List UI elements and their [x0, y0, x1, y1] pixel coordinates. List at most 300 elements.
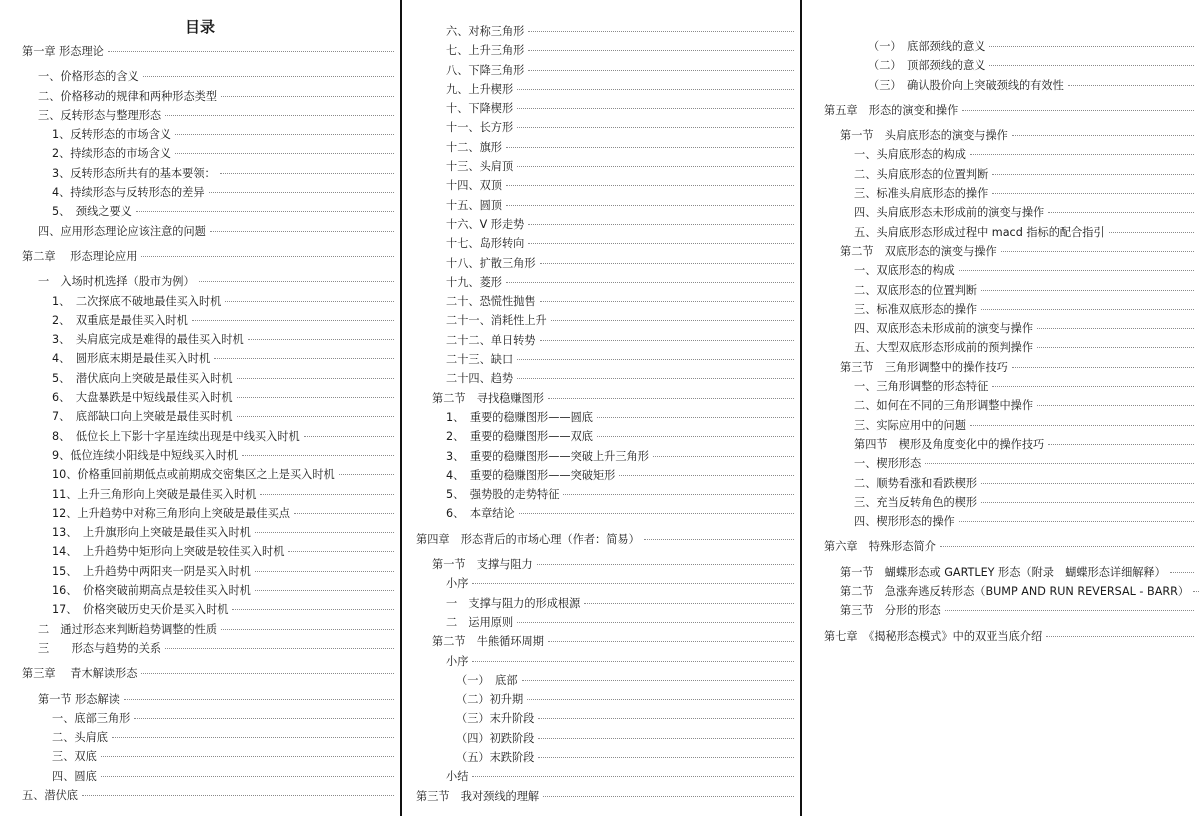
- dot-leader: [237, 378, 394, 379]
- toc-entry[interactable]: [402, 709, 800, 728]
- toc-entry-label: 五、大型双底形态形成前的预判操作: [854, 341, 1034, 355]
- dot-leader: [1048, 212, 1194, 213]
- toc-entry-label: 4、持续形态与反转形态的差异: [52, 186, 205, 200]
- toc-entry[interactable]: [402, 389, 800, 408]
- toc-entry-label: 二、头肩底形态的位置判断: [854, 167, 989, 181]
- toc-entry-label: 一、头肩底形态的构成: [854, 148, 966, 162]
- toc-entry[interactable]: [402, 652, 800, 671]
- toc-column-3: [802, 0, 1200, 816]
- dot-leader: [992, 174, 1194, 175]
- toc-entry[interactable]: [0, 272, 400, 291]
- toc-entry[interactable]: [0, 446, 400, 465]
- toc-entry[interactable]: [402, 118, 800, 137]
- toc-entry[interactable]: [402, 254, 800, 273]
- toc-entry-label: （一） 底部: [456, 673, 518, 687]
- toc-entry[interactable]: [402, 690, 800, 709]
- toc-entry-label: 第二节 双底形态的演变与操作: [840, 244, 997, 258]
- toc-entry[interactable]: [402, 427, 800, 446]
- toc-entry-label: 5、 潜伏底向上突破是最佳买入时机: [52, 371, 233, 385]
- toc-entry-label: 二、顺势看涨和看跌楔形: [854, 476, 978, 490]
- toc-entry-label: 一 入场时机选择（股市为例）: [38, 275, 195, 289]
- dot-leader: [519, 513, 794, 514]
- toc-entry[interactable]: [802, 493, 1200, 512]
- dot-leader: [584, 603, 794, 604]
- toc-entry[interactable]: [402, 41, 800, 60]
- toc-entry[interactable]: [402, 22, 800, 41]
- toc-entry-label: 7、 底部缺口向上突破是最佳买时机: [52, 410, 233, 424]
- toc-entry[interactable]: [402, 555, 800, 574]
- dot-leader: [248, 339, 394, 340]
- toc-entry[interactable]: [0, 581, 400, 600]
- dot-leader: [537, 564, 794, 565]
- toc-entry-label: 3、 头肩底完成是难得的最佳买入时机: [52, 333, 244, 347]
- toc-entry[interactable]: [0, 639, 400, 658]
- toc-entry[interactable]: [802, 627, 1200, 646]
- toc-entry-label: 16、 价格突破前期高点是较佳买入时机: [52, 584, 251, 598]
- toc-entry-label: 二十四、趋势: [446, 372, 514, 386]
- toc-entry[interactable]: [402, 138, 800, 157]
- dot-leader: [255, 571, 394, 572]
- toc-entry-label: 五、头肩底形态形成过程中 macd 指标的配合指引: [854, 225, 1105, 239]
- dot-leader: [981, 483, 1194, 484]
- dot-leader: [141, 673, 394, 674]
- dot-leader: [517, 378, 794, 379]
- toc-entry[interactable]: [802, 563, 1200, 582]
- toc-entry-label: 二十二、单日转势: [446, 333, 536, 347]
- toc-entry-label: 二、双底形态的位置判断: [854, 283, 978, 297]
- toc-entry[interactable]: [402, 331, 800, 350]
- toc-entry-label: 十九、菱形: [446, 275, 502, 289]
- toc-entry[interactable]: [0, 407, 400, 426]
- dot-leader: [992, 386, 1194, 387]
- toc-entry[interactable]: [402, 767, 800, 786]
- dot-leader: [527, 699, 794, 700]
- toc-entry-label: 4、 圆形底末期是最佳买入时机: [52, 352, 211, 366]
- toc-entry[interactable]: [0, 504, 400, 523]
- dot-leader: [940, 546, 1194, 547]
- toc-entry[interactable]: [0, 427, 400, 446]
- toc-entry[interactable]: [0, 164, 400, 183]
- dot-leader: [538, 718, 794, 719]
- toc-entry-label: 五、潜伏底: [22, 788, 78, 802]
- toc-entry-label: 小序: [446, 654, 469, 668]
- dot-leader: [538, 738, 794, 739]
- toc-entry[interactable]: [802, 454, 1200, 473]
- toc-entry-label: 六、对称三角形: [446, 25, 525, 38]
- toc-entry[interactable]: [402, 447, 800, 466]
- toc-entry-label: 第四节 楔形及角度变化中的操作技巧: [854, 437, 1045, 451]
- dot-leader: [242, 455, 394, 456]
- toc-entry-label: （二） 顶部颈线的意义: [868, 59, 986, 73]
- toc-entry-label: 三、标准头肩底形态的操作: [854, 187, 989, 201]
- dot-leader: [220, 173, 394, 174]
- toc-entry[interactable]: [0, 202, 400, 221]
- dot-leader: [992, 193, 1194, 194]
- toc-entry[interactable]: [802, 338, 1200, 357]
- toc-entry-label: 十、下降楔形: [446, 102, 514, 116]
- toc-entry-label: 1、 重要的稳赚图形——圆底: [446, 410, 593, 424]
- toc-entry[interactable]: [402, 671, 800, 690]
- toc-entry[interactable]: [802, 377, 1200, 396]
- dot-leader: [538, 757, 794, 758]
- toc-entry-label: 三、标准双底形态的操作: [854, 302, 978, 316]
- toc-entry[interactable]: [0, 87, 400, 106]
- toc-entry[interactable]: [402, 369, 800, 388]
- toc-entry[interactable]: [402, 196, 800, 215]
- dot-leader: [517, 359, 794, 360]
- toc-entry[interactable]: [402, 408, 800, 427]
- dot-leader: [597, 436, 794, 437]
- toc-entry[interactable]: [402, 787, 800, 806]
- dot-leader: [506, 185, 794, 186]
- dot-leader: [82, 795, 394, 796]
- toc-entry[interactable]: [802, 223, 1200, 242]
- toc-entry[interactable]: [0, 542, 400, 561]
- toc-entry-label: 2、 双重底是最佳买入时机: [52, 313, 188, 327]
- toc-entry[interactable]: [0, 747, 400, 766]
- toc-entry-label: 十六、V 形走势: [446, 217, 525, 231]
- dot-leader: [237, 416, 394, 417]
- toc-entry-label: 12、上升趋势中对称三角形向上突破是最佳买点: [52, 506, 290, 520]
- toc-entry-label: 4、 重要的稳赚图形——突破矩形: [446, 468, 616, 482]
- toc-entry-label: 第二节 急涨奔逃反转形态（BUMP AND RUN REVERSAL - BARR）: [840, 585, 1190, 599]
- toc-entry[interactable]: [0, 183, 400, 202]
- dot-leader: [517, 108, 794, 109]
- toc-entry[interactable]: [0, 369, 400, 388]
- toc-entry[interactable]: [402, 466, 800, 485]
- toc-entry[interactable]: [0, 690, 400, 709]
- toc-entry-label: 第四章 形态背后的市场心理（作者：简易）: [416, 532, 640, 546]
- dot-leader: [981, 290, 1194, 291]
- toc-entry-label: 3、 重要的稳赚图形——突破上升三角形: [446, 449, 649, 463]
- toc-entry-label: 10、价格重回前期低点或前期成交密集区之上是买入时机: [52, 468, 335, 482]
- toc-entry-label: 四、头肩底形态未形成前的演变与操作: [854, 206, 1045, 220]
- toc-entry-label: 第二节 寻找稳赚图形: [432, 391, 544, 405]
- dot-leader: [101, 776, 394, 777]
- toc-entry[interactable]: [402, 61, 800, 80]
- toc-entry-label: 15、 上升趋势中两阳夹一阴是买入时机: [52, 564, 251, 578]
- dot-leader: [134, 718, 394, 719]
- toc-entry-label: 2、持续形态的市场含义: [52, 147, 171, 161]
- toc-entry-label: 第六章 特殊形态简介: [824, 540, 936, 554]
- toc-entry-label: 一、底部三角形: [52, 711, 131, 725]
- dot-leader: [221, 629, 394, 630]
- toc-entry[interactable]: [0, 600, 400, 619]
- toc-entry[interactable]: [0, 42, 400, 61]
- dot-leader: [543, 796, 794, 797]
- toc-entry-label: 八、下降三角形: [446, 63, 525, 77]
- toc-entry[interactable]: [0, 620, 400, 639]
- dot-leader: [1012, 135, 1194, 136]
- toc-entry-label: 十三、头肩顶: [446, 160, 514, 174]
- dot-leader: [945, 610, 1194, 611]
- toc-entry[interactable]: [402, 748, 800, 767]
- toc-entry[interactable]: [802, 537, 1200, 556]
- dot-leader: [517, 89, 794, 90]
- dot-leader: [540, 340, 794, 341]
- dot-leader: [959, 521, 1194, 522]
- toc-entry-label: 四、圆底: [52, 769, 97, 783]
- toc-entry[interactable]: [0, 144, 400, 163]
- dot-leader: [472, 776, 794, 777]
- toc-entry[interactable]: [0, 247, 400, 266]
- toc-entry-label: 2、 重要的稳赚图形——双底: [446, 430, 593, 444]
- toc-entry[interactable]: [402, 530, 800, 549]
- dot-leader: [517, 622, 794, 623]
- toc-entry[interactable]: [0, 222, 400, 241]
- dot-leader: [339, 474, 394, 475]
- toc-entry[interactable]: [802, 582, 1200, 601]
- toc-entry[interactable]: [0, 106, 400, 125]
- toc-entry[interactable]: [802, 56, 1200, 75]
- toc-entry[interactable]: [402, 157, 800, 176]
- dot-leader: [989, 65, 1194, 66]
- toc-entry[interactable]: [402, 292, 800, 311]
- page-title: 目录: [184, 18, 215, 36]
- toc-entry-label: 5、 强势股的走势特征: [446, 488, 560, 502]
- toc-entry-label: 17、 价格突破历史天价是买入时机: [52, 603, 229, 617]
- toc-entry[interactable]: [402, 594, 800, 613]
- dot-leader: [136, 211, 394, 212]
- toc-entry[interactable]: [402, 215, 800, 234]
- toc-entry-label: 6、 大盘暴跌是中短线最佳买入时机: [52, 391, 233, 405]
- toc-entry-label: 十二、旗形: [446, 140, 502, 154]
- dot-leader: [548, 398, 794, 399]
- toc-entry[interactable]: [0, 388, 400, 407]
- dot-leader: [1193, 591, 1200, 592]
- toc-entry[interactable]: [0, 311, 400, 330]
- dot-leader: [981, 309, 1194, 310]
- toc-entry[interactable]: [402, 273, 800, 292]
- dot-leader: [517, 127, 794, 128]
- dot-leader: [962, 110, 1194, 111]
- dot-leader: [597, 417, 794, 418]
- toc-entry-label: 11、上升三角形向上突破是最佳买入时机: [52, 487, 257, 501]
- toc-entry[interactable]: [0, 485, 400, 504]
- toc-entry[interactable]: [402, 574, 800, 593]
- dot-leader: [528, 70, 794, 71]
- toc-entry-label: 第一章 形态理论: [22, 45, 104, 58]
- dot-leader: [288, 551, 394, 552]
- toc-entry[interactable]: [0, 786, 400, 805]
- dot-leader: [548, 641, 794, 642]
- dot-leader: [1001, 251, 1194, 252]
- toc-entry-label: 第一节 形态解读: [38, 692, 120, 706]
- dot-leader: [255, 532, 394, 533]
- dot-leader: [1109, 232, 1194, 233]
- dot-leader: [175, 134, 394, 135]
- dot-leader: [175, 153, 394, 154]
- dot-leader: [237, 397, 394, 398]
- toc-entry[interactable]: [802, 126, 1200, 145]
- toc-entry[interactable]: [0, 767, 400, 786]
- dot-leader: [1068, 85, 1194, 86]
- toc-entry[interactable]: [402, 485, 800, 504]
- toc-entry-label: 四、应用形态理论应该注意的问题: [38, 224, 206, 238]
- toc-entry[interactable]: [0, 292, 400, 311]
- toc-entry[interactable]: [802, 37, 1200, 56]
- dot-leader: [108, 51, 394, 52]
- dot-leader: [517, 166, 794, 167]
- toc-entry[interactable]: [802, 184, 1200, 203]
- toc-entry-label: 第二章 形态理论应用: [22, 249, 138, 263]
- toc-entry-label: 第三节 我对颈线的理解: [416, 789, 540, 803]
- toc-entry[interactable]: [402, 504, 800, 523]
- toc-entry[interactable]: [402, 176, 800, 195]
- toc-entry-label: 1、反转形态的市场含义: [52, 128, 171, 142]
- toc-entry-label: 三、反转形态与整理形态: [38, 108, 162, 122]
- toc-entry-label: （三） 确认股价向上突破颈线的有效性: [868, 78, 1064, 92]
- toc-entry[interactable]: [0, 67, 400, 86]
- toc-entry-label: 第三节 三角形调整中的操作技巧: [840, 360, 1008, 374]
- toc-entry-label: （四）初跌阶段: [456, 731, 535, 745]
- toc-entry-label: 第一节 头肩底形态的演变与操作: [840, 129, 1008, 143]
- toc-entry-label: 一 支撑与阻力的形成根源: [446, 596, 581, 610]
- toc-entry[interactable]: [0, 465, 400, 484]
- toc-entry[interactable]: [802, 474, 1200, 493]
- toc-entry[interactable]: [802, 358, 1200, 377]
- toc-entry[interactable]: [802, 396, 1200, 415]
- toc-entry[interactable]: [0, 125, 400, 144]
- dot-leader: [1048, 444, 1194, 445]
- dot-leader: [255, 590, 394, 591]
- toc-entry[interactable]: [402, 80, 800, 99]
- toc-entry[interactable]: [802, 242, 1200, 261]
- dot-leader: [1037, 405, 1194, 406]
- toc-entry-label: 一、三角形调整的形态特征: [854, 380, 989, 394]
- toc-entry[interactable]: [0, 728, 400, 747]
- dot-leader: [551, 320, 794, 321]
- toc-entry-label: 二 运用原则: [446, 615, 514, 629]
- toc-entry[interactable]: [802, 601, 1200, 620]
- toc-entry[interactable]: [402, 234, 800, 253]
- toc-entry[interactable]: [802, 101, 1200, 120]
- toc-entry-label: 第二节 牛熊循环周期: [432, 635, 544, 649]
- toc-entry[interactable]: [802, 300, 1200, 319]
- toc-entry-label: 第一节 支撑与阻力: [432, 558, 533, 572]
- dot-leader: [506, 147, 794, 148]
- dot-leader: [1170, 572, 1194, 573]
- toc-entry-label: 14、 上升趋势中矩形向上突破是较佳买入时机: [52, 545, 285, 559]
- toc-entry[interactable]: [802, 281, 1200, 300]
- toc-entry[interactable]: [802, 261, 1200, 280]
- toc-entry-label: 三 形态与趋势的关系: [38, 641, 162, 655]
- toc-entry-label: 十五、圆顶: [446, 198, 502, 212]
- toc-entry-label: 小序: [446, 577, 469, 591]
- dot-leader: [101, 756, 394, 757]
- toc-entry[interactable]: [802, 435, 1200, 454]
- toc-entry[interactable]: [802, 416, 1200, 435]
- dot-leader: [472, 661, 794, 662]
- toc-entry-label: 一、价格形态的含义: [38, 70, 139, 84]
- toc-entry[interactable]: [402, 613, 800, 632]
- toc-entry-label: 二、头肩底: [52, 731, 108, 745]
- toc-entry[interactable]: [802, 145, 1200, 164]
- dot-leader: [1012, 367, 1194, 368]
- dot-leader: [225, 301, 394, 302]
- toc-entry-label: 6、 本章结论: [446, 507, 515, 521]
- toc-entry[interactable]: [0, 562, 400, 581]
- toc-entry[interactable]: [802, 319, 1200, 338]
- dot-leader: [528, 31, 794, 32]
- dot-leader: [522, 680, 794, 681]
- toc-entry-label: 二、如何在不同的三角形调整中操作: [854, 399, 1034, 413]
- toc-entry-label: 十八、扩散三角形: [446, 256, 536, 270]
- toc-entry[interactable]: [402, 729, 800, 748]
- toc-entry[interactable]: [0, 664, 400, 683]
- toc-entry-label: （一） 底部颈线的意义: [868, 40, 986, 53]
- dot-leader: [221, 96, 394, 97]
- dot-leader: [528, 224, 794, 225]
- dot-leader: [540, 263, 794, 264]
- dot-leader: [141, 256, 394, 257]
- toc-entry-label: 二、价格移动的规律和两种形态类型: [38, 89, 218, 103]
- toc-entry-label: 十一、长方形: [446, 121, 514, 135]
- toc-entry-label: 二 通过形态来判断趋势调整的性质: [38, 622, 218, 636]
- toc-entry-label: 七、上升三角形: [446, 44, 525, 58]
- toc-entry-label: 第三节 分形的形态: [840, 604, 941, 618]
- dot-leader: [563, 494, 794, 495]
- dot-leader: [970, 425, 1194, 426]
- toc-column-2: [402, 0, 800, 816]
- toc-entry-label: 二十三、缺口: [446, 353, 514, 367]
- toc-entry-label: 十七、岛形转向: [446, 237, 525, 251]
- toc-entry[interactable]: [802, 512, 1200, 531]
- toc-entry-label: 三、充当反转角色的楔形: [854, 495, 978, 509]
- toc-entry[interactable]: [0, 349, 400, 368]
- toc-entry[interactable]: [0, 330, 400, 349]
- dot-leader: [260, 494, 394, 495]
- dot-leader: [232, 609, 394, 610]
- toc-entry-label: 第五章 形态的演变和操作: [824, 103, 959, 117]
- dot-leader: [619, 475, 794, 476]
- dot-leader: [199, 281, 394, 282]
- dot-leader: [294, 513, 394, 514]
- toc-entry[interactable]: [0, 523, 400, 542]
- toc-entry[interactable]: [402, 99, 800, 118]
- dot-leader: [192, 320, 394, 321]
- toc-entry[interactable]: [0, 709, 400, 728]
- toc-entry[interactable]: [802, 76, 1200, 95]
- toc-entry-label: 5、 颈线之要义: [52, 205, 132, 219]
- toc-entry[interactable]: [402, 632, 800, 651]
- toc-entry-label: （二）初升期: [456, 693, 524, 707]
- toc-entry-label: 四、楔形形态的操作: [854, 515, 955, 529]
- toc-entry-label: 四、双底形态未形成前的演变与操作: [854, 322, 1034, 336]
- toc-entry-label: 3、反转形态所共有的基本要领：: [52, 166, 216, 180]
- dot-leader: [1037, 347, 1194, 348]
- dot-leader: [1046, 636, 1194, 637]
- toc-entry-label: 二十、恐慌性抛售: [446, 295, 536, 309]
- dot-leader: [528, 243, 794, 244]
- dot-leader: [653, 456, 794, 457]
- toc-entry-label: 第三章 青木解读形态: [22, 667, 138, 681]
- toc-entry[interactable]: [802, 203, 1200, 222]
- toc-entry-label: 三、双底: [52, 750, 97, 764]
- dot-leader: [165, 648, 394, 649]
- dot-leader: [989, 46, 1194, 47]
- toc-entry[interactable]: [802, 165, 1200, 184]
- toc-entry-label: 1、 二次探底不破地最佳买入时机: [52, 294, 222, 308]
- toc-entry[interactable]: [402, 311, 800, 330]
- toc-entry-label: 二十一、消耗性上升: [446, 314, 547, 328]
- toc-entry-label: 十四、双顶: [446, 179, 502, 193]
- dot-leader: [472, 583, 794, 584]
- toc-entry[interactable]: [402, 350, 800, 369]
- toc-entry-label: 一、楔形形态: [854, 457, 922, 471]
- toc-entry-label: 三、实际应用中的问题: [854, 418, 966, 432]
- toc-entry-label: （五）末跌阶段: [456, 750, 535, 764]
